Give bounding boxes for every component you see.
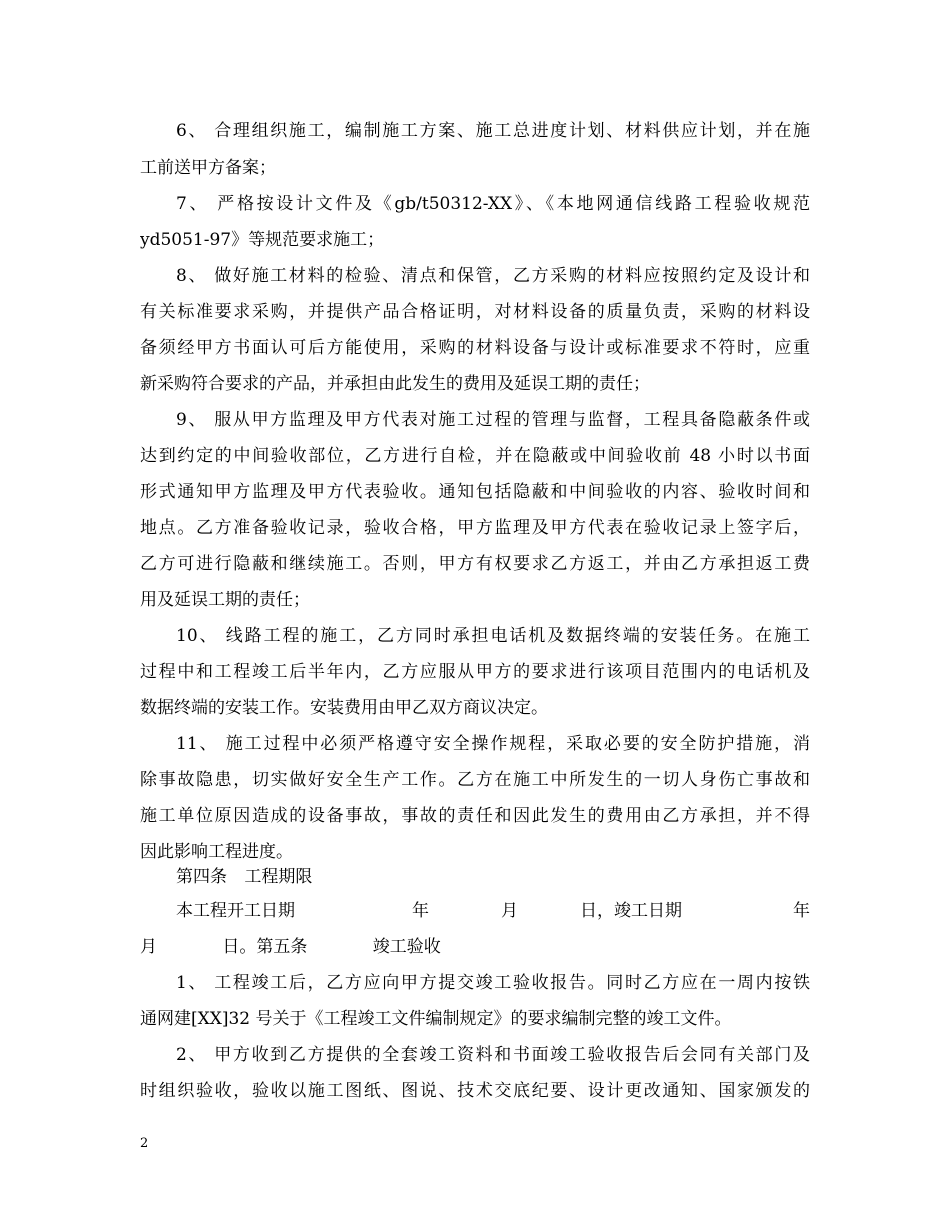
text-line: 通网建[XX]32 号关于《工程竣工文件编制规定》的要求编制完整的竣工文件。 xyxy=(140,1009,732,1029)
section-heading: 第四条 工程期限 xyxy=(176,867,313,887)
page-number: 2 xyxy=(140,1136,149,1151)
text-line: 7、 严格按设计文件及《gb/t50312-XX》、《本地网通信线路工程验收规范 xyxy=(176,194,810,214)
text-line: 施工单位原因造成的设备事故，事故的责任和因此发生的费用由乙方承担，并不得 xyxy=(140,806,810,826)
start-date-label: 本工程开工日期 xyxy=(176,901,295,921)
text-line: 过程中和工程竣工后半年内，乙方应服从甲方的要求进行该项目范围内的电话机及 xyxy=(140,662,810,682)
text-line: 11、 施工过程中必须严格遵守安全操作规程，采取必要的安全防护措施，消 xyxy=(176,734,810,754)
text-line: 因此影响工程进度。 xyxy=(140,842,293,862)
text-line: 月 日。第五条 竣工验收 xyxy=(140,937,441,957)
text-line: 乙方可进行隐蔽和继续施工。否则，甲方有权要求乙方返工，并由乙方承担返工费 xyxy=(140,554,810,574)
text-line: 新采购符合要求的产品，并承担由此发生的费用及延误工期的责任； xyxy=(140,374,650,394)
text-line: 用及延误工期的责任； xyxy=(140,590,310,610)
text-line: 地点。乙方准备验收记录，验收合格，甲方监理及甲方代表在验收记录上签字后， xyxy=(140,518,810,538)
text-line: 备须经甲方书面认可后方能使用，采购的材料设备与设计或标准要求不符时，应重 xyxy=(140,338,810,358)
day-completion-label: 日，竣工日期 xyxy=(580,901,682,921)
text-line: 10、 线路工程的施工，乙方同时承担电话机及数据终端的安装任务。在施工 xyxy=(176,626,810,646)
text-line: 9、 服从甲方监理及甲方代表对施工过程的管理与监督，工程具备隐蔽条件或 xyxy=(176,410,810,430)
text-line: 除事故隐患，切实做好安全生产工作。乙方在施工中所发生的一切人身伤亡事故和 xyxy=(140,770,810,790)
text-line: 1、 工程竣工后，乙方应向甲方提交竣工验收报告。同时乙方应在一周内按铁 xyxy=(176,973,810,993)
text-line: 6、 合理组织施工，编制施工方案、施工总进度计划、材料供应计划，并在施 xyxy=(176,121,810,141)
text-line: 形式通知甲方监理及甲方代表验收。通知包括隐蔽和中间验收的内容、验收时间和 xyxy=(140,482,810,502)
dates-line xyxy=(140,900,810,922)
text-line: 数据终端的安装工作。安装费用由甲乙双方商议决定。 xyxy=(140,698,548,718)
text-line: 8、 做好施工材料的检验、清点和保管，乙方采购的材料应按照约定及设计和 xyxy=(176,266,810,286)
month-label: 月 xyxy=(501,901,518,921)
text-line: 有关标准要求采购，并提供产品合格证明，对材料设备的质量负责，采购的材料设 xyxy=(140,302,810,322)
text-line: 2、 甲方收到乙方提供的全套竣工资料和书面竣工验收报告后会同有关部门及 xyxy=(176,1045,810,1065)
year-label: 年 xyxy=(412,901,429,921)
text-line: 时组织验收，验收以施工图纸、图说、技术交底纪要、设计更改通知、国家颁发的 xyxy=(140,1081,810,1101)
text-line: 工前送甲方备案； xyxy=(140,158,276,178)
text-line: 达到约定的中间验收部位，乙方进行自检，并在隐蔽或中间验收前 48 小时以书面 xyxy=(140,446,810,466)
year-label: 年 xyxy=(793,901,810,921)
text-line: yd5051-97》等规范要求施工； xyxy=(140,230,385,250)
